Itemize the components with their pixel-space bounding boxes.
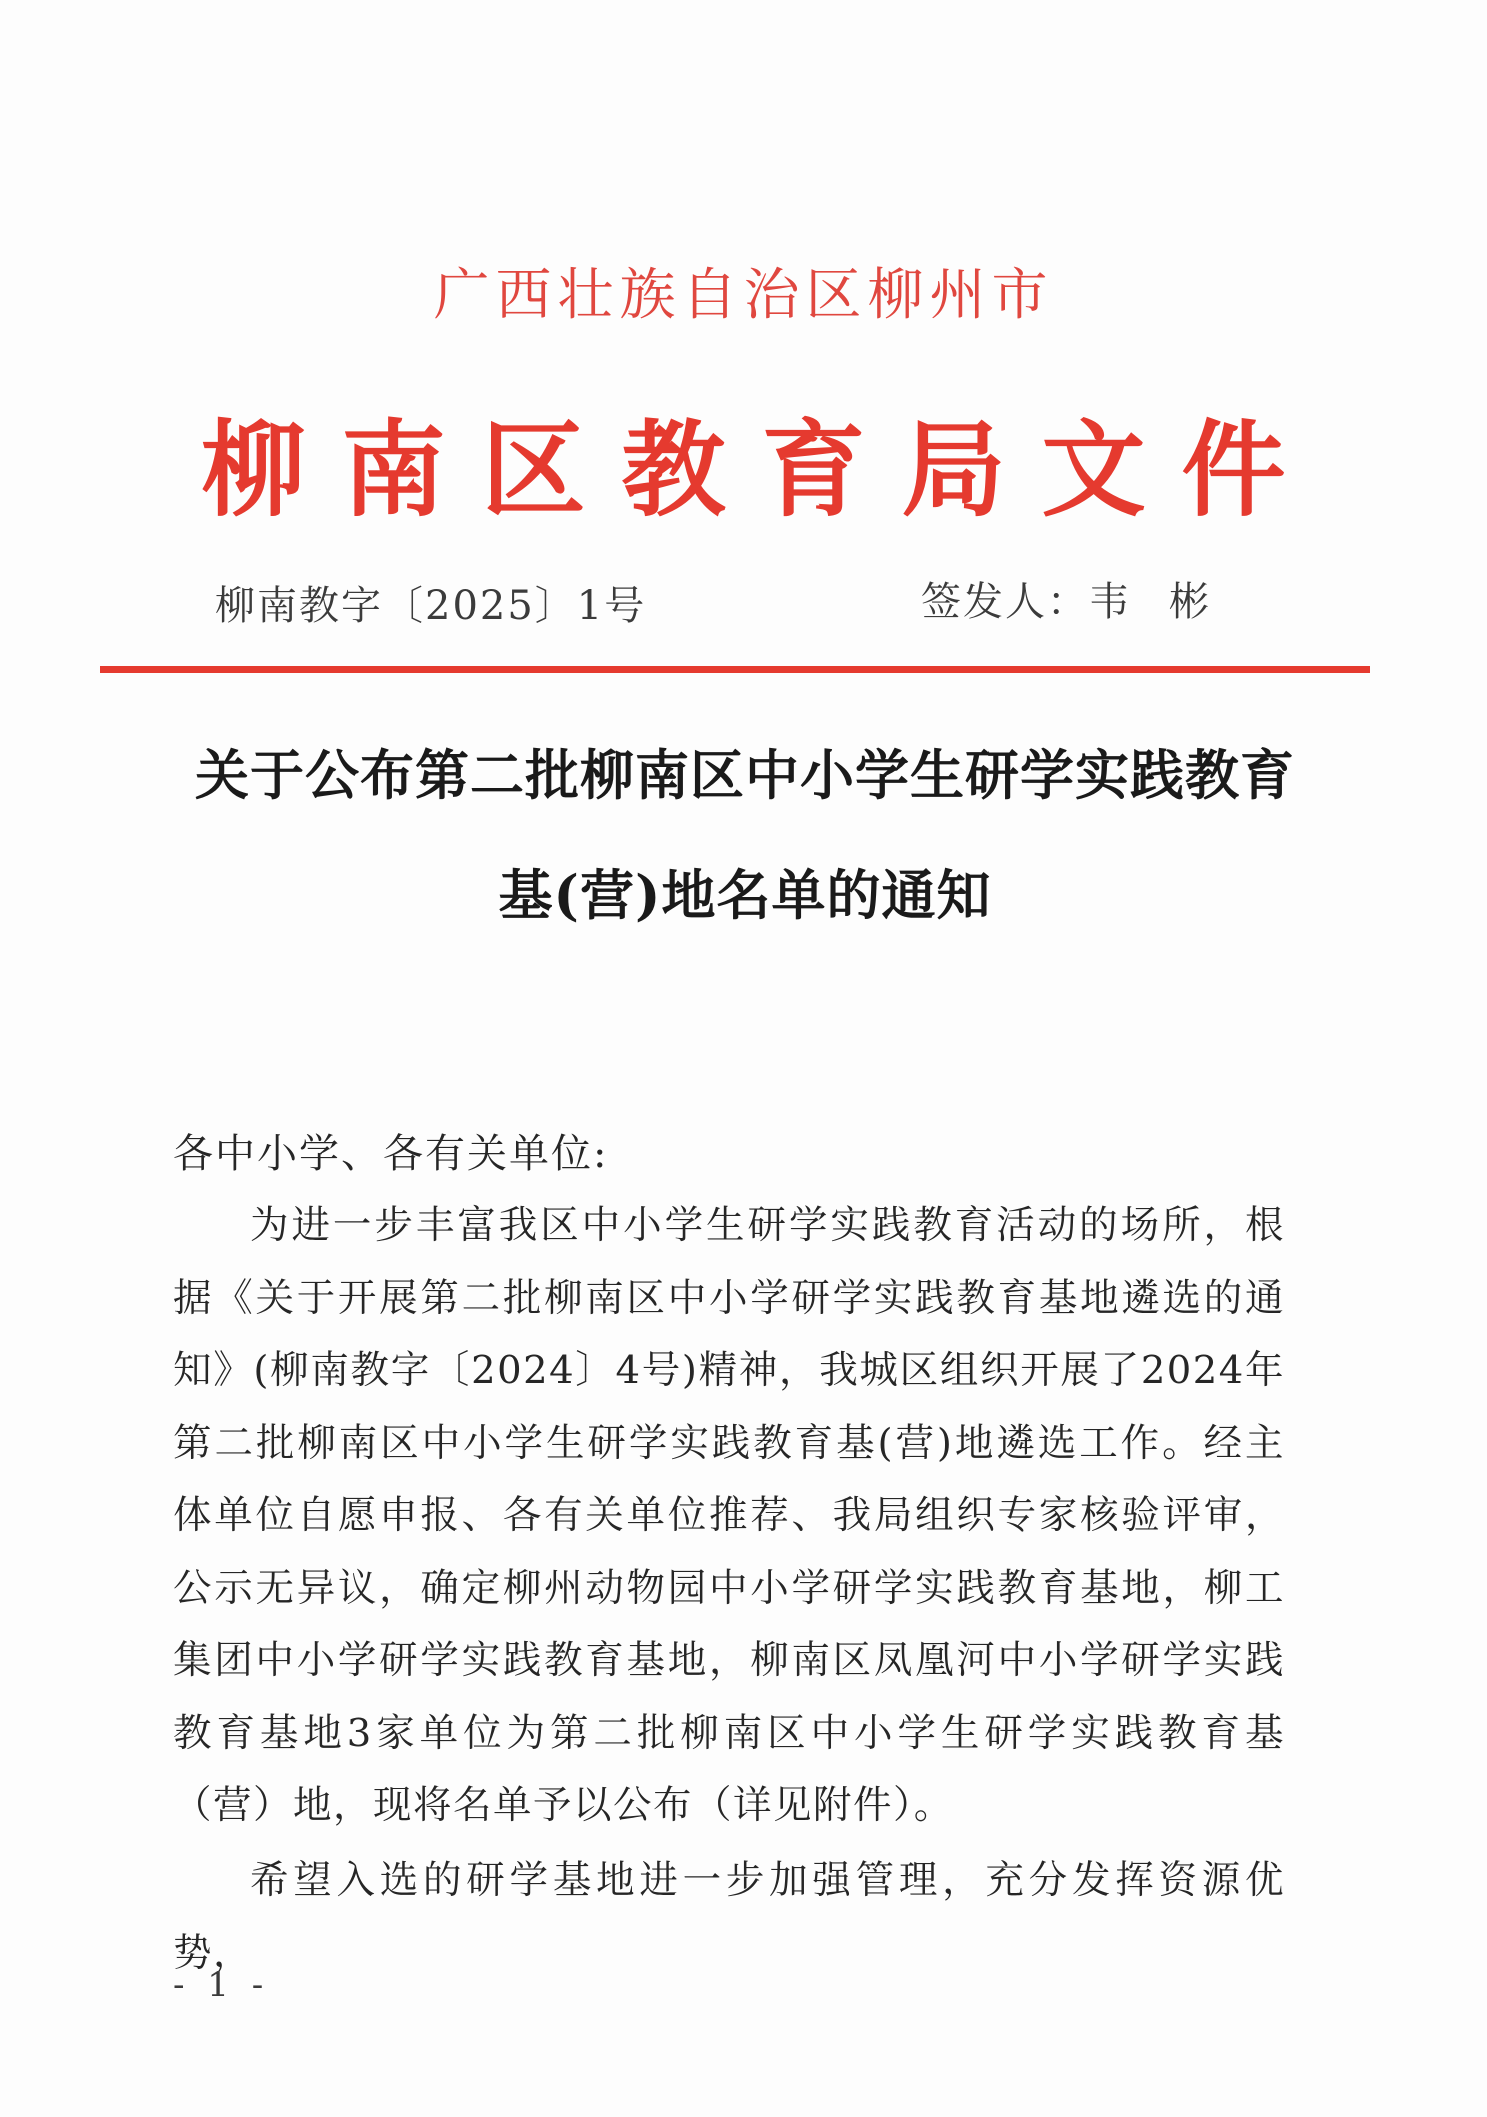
document-title-line-1: 关于公布第二批柳南区中小学生研学实践教育 [195, 743, 1295, 807]
body-paragraph-2: 希望入选的研学基地进一步加强管理，充分发挥资源优势， [173, 1858, 1285, 1976]
salutation: 各中小学、各有关单位: [173, 1131, 609, 1177]
body-paragraph-1: 为进一步丰富我区中小学生研学实践教育活动的场所，根据《关于开展第二批柳南区中小学研学实践教育基地遴选的通知》(柳南教字〔2024〕4号)精神，我城区组织开展了2024年第二批柳南区中小学生研学实践教育基(营)地遴选工作。经主体单位自愿申报、各有关单位推荐、我局组织专家核验评审，公示无异议，确定柳州动物园中小学研学实践教育基地，柳工集团中小学研学实践教育基地，柳南区凤凰河中小学研学实践教育基地3家单位为第二批柳南区中小学生研学实践教育基（营）地，现将名单予以公布（详见附件）。 [173, 1203, 1285, 1828]
document-number: 柳南教字〔2025〕1号 [215, 583, 647, 629]
document-title-line-2: 基(营)地名单的通知 [498, 863, 992, 927]
page-number: - 1 - [173, 1965, 270, 2005]
issuer-name: 韦彬 [1089, 579, 1249, 625]
issuing-office-title: 柳南区教育局文件 [201, 408, 1322, 531]
issuer-label: 签发人： [921, 579, 1089, 625]
issuing-region-line: 广西壮族自治区柳州市 [433, 263, 1054, 328]
header-red-divider [100, 666, 1370, 673]
issuer-line [921, 579, 1249, 625]
